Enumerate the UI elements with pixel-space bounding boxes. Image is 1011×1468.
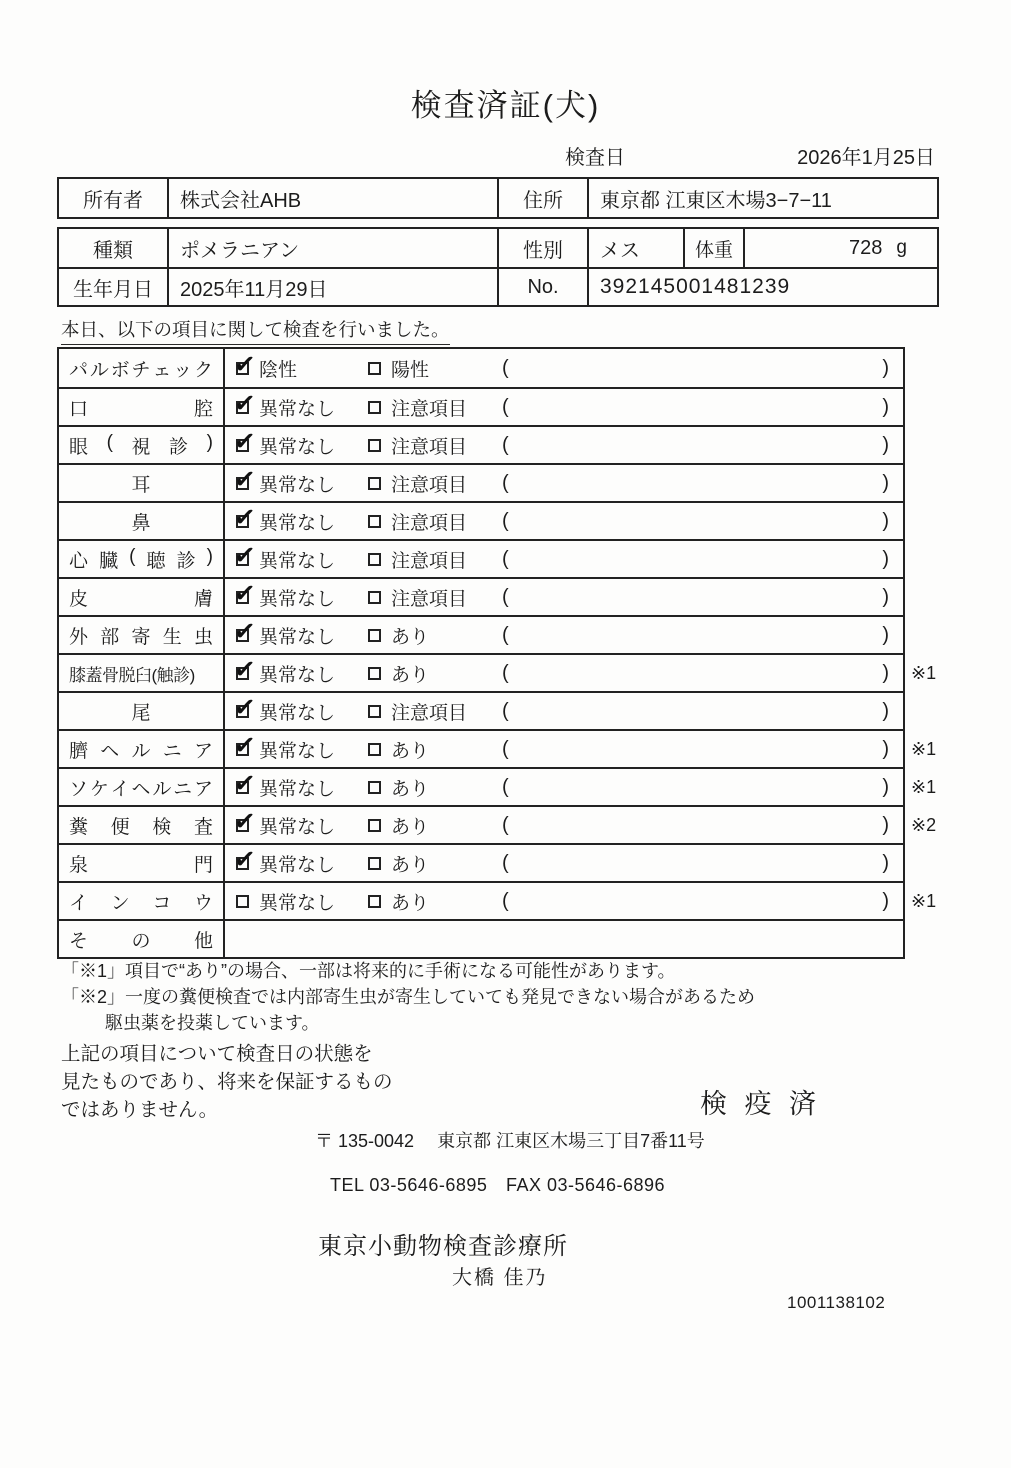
- sex-value-cell: メス: [587, 229, 683, 267]
- paren-close: ): [882, 623, 889, 646]
- inspection-row: [59, 652, 937, 691]
- checkbox-option-2: [367, 779, 384, 796]
- checkbox-box: [368, 515, 381, 528]
- sex-label-cell: 性別: [497, 229, 587, 267]
- option-2-label: 注意項目: [391, 512, 468, 534]
- checkmark-icon: ✓: [232, 424, 258, 457]
- checkbox-option-2: [367, 437, 384, 454]
- disclaimer-line-2: 見たものであり、将来を保証するもの: [61, 1071, 393, 1093]
- checkmark-icon: ✓: [232, 538, 258, 571]
- checkbox-option-1: [235, 893, 252, 910]
- footnote-2: 「※2」一度の糞便検査では内部寄生虫が寄生していても発見できない場合があるため: [61, 987, 756, 1007]
- checkbox-option-2: [367, 665, 384, 682]
- checkbox-option-1: [232, 614, 258, 647]
- paren-open: (: [502, 509, 509, 532]
- inspection-item-name: 皮 膚: [69, 588, 213, 610]
- checkbox-box: [368, 401, 381, 414]
- paren-close: ): [882, 433, 889, 456]
- inspection-row: [59, 804, 937, 843]
- breed-label-cell: 種類: [93, 239, 133, 262]
- option-2-label: あり: [391, 626, 430, 648]
- checkbox-box: [368, 705, 381, 718]
- checkbox-box: [368, 895, 381, 908]
- option-1-label: 異常なし: [259, 550, 336, 572]
- inspection-item-name-cell: [59, 845, 225, 881]
- checkbox-option-2: [367, 855, 384, 872]
- inspection-result-cell: [225, 842, 903, 881]
- option-2-label: 注意項目: [391, 588, 468, 610]
- paren-close: ): [882, 737, 889, 760]
- footnote-marker: ※1: [911, 776, 937, 797]
- result-option-2: [367, 503, 467, 539]
- inspection-result-cell: [225, 652, 903, 691]
- checkbox-option-2: [367, 741, 384, 758]
- result-option-1: [232, 538, 336, 577]
- paren-close: ): [882, 851, 889, 874]
- weight-value-cell: [743, 229, 937, 267]
- breed-value-cell: ポメラニアン: [167, 229, 497, 267]
- inspection-item-name: イ ン コ ウ: [69, 892, 213, 914]
- inspection-table: [57, 347, 937, 959]
- inspection-item-name-cell: [59, 807, 225, 843]
- inspection-row: [59, 501, 903, 539]
- checkmark-icon: ✓: [232, 728, 258, 761]
- inspection-item-name-cell: [59, 883, 225, 919]
- inspection-item-name: パ ル ボ チ ェ ッ ク: [69, 359, 213, 381]
- result-option-1: [232, 614, 336, 653]
- checkmark-icon: ✓: [232, 614, 258, 647]
- inspection-item-name: 眼 ( 視 診 ): [69, 431, 213, 458]
- checkmark-icon: ✓: [232, 576, 258, 609]
- checkbox-option-2: [367, 589, 384, 606]
- footnote-2-continued: 駆虫薬を投薬しています。: [105, 1013, 320, 1033]
- inspection-item-name-cell: [59, 731, 225, 767]
- checkbox-option-2: [367, 817, 384, 834]
- address-label-cell: 住所: [497, 179, 587, 217]
- number-label-cell: No.: [497, 269, 587, 305]
- inspection-result-cell: [225, 766, 903, 805]
- inspection-item-name-cell: [59, 617, 225, 653]
- checkmark-icon: ✓: [232, 462, 258, 495]
- option-1-label: 異常なし: [259, 816, 336, 838]
- paren-open: (: [502, 737, 509, 760]
- paren-close: ): [882, 356, 889, 379]
- inspection-item-name: そ の 他: [69, 930, 213, 952]
- inspection-row: [59, 387, 903, 425]
- paren-close: ): [882, 775, 889, 798]
- inspection-row: [59, 691, 903, 729]
- inspection-item-name-cell: [59, 693, 225, 729]
- intro-sentence: 本日、以下の項目に関して検査を行いました。: [61, 316, 450, 345]
- result-option-2: [367, 349, 429, 387]
- result-option-2: [367, 427, 467, 463]
- checkbox-option-1: [232, 804, 258, 837]
- checkbox-box: [368, 857, 381, 870]
- paren-open: (: [502, 356, 509, 379]
- inspection-row: [59, 539, 903, 577]
- checkbox-option-1: [232, 576, 258, 609]
- checkmark-icon: ✓: [232, 386, 258, 419]
- checkbox-option-2: [367, 399, 384, 416]
- option-1-label: 異常なし: [259, 892, 336, 914]
- inspection-result-cell: [225, 462, 903, 501]
- paren-close: ): [882, 889, 889, 912]
- checkbox-option-1: [232, 386, 258, 419]
- inspection-result-cell: [225, 728, 903, 767]
- checkmark-icon: ✓: [232, 766, 258, 799]
- veterinarian-name: 大橋 佳乃: [452, 1267, 548, 1289]
- result-option-2: [367, 579, 467, 615]
- pet-table: [57, 227, 939, 307]
- footnote-marker: ※1: [911, 890, 937, 911]
- inspection-row: [59, 766, 937, 805]
- checkmark-icon: ✓: [232, 842, 258, 875]
- inspection-item-name: 外 部 寄 生 虫: [69, 626, 213, 648]
- result-option-1: [232, 728, 336, 767]
- paren-open: (: [502, 395, 509, 418]
- paren-close: ): [882, 395, 889, 418]
- checkbox-box: [368, 553, 381, 566]
- option-1-label: 異常なし: [259, 778, 336, 800]
- result-option-1: [232, 424, 336, 463]
- option-2-label: 陽性: [391, 359, 430, 381]
- result-option-2: [367, 769, 429, 805]
- result-option-2: [367, 845, 429, 881]
- option-2-label: 注意項目: [391, 436, 468, 458]
- result-option-2: [367, 389, 467, 425]
- paren-open: (: [502, 585, 509, 608]
- inspection-item-name: 泉 門: [69, 854, 213, 876]
- owner-row: [59, 179, 937, 217]
- option-1-label: 異常なし: [259, 854, 336, 876]
- checkbox-box: [236, 895, 249, 908]
- checkbox-option-1: [232, 690, 258, 723]
- option-2-label: 注意項目: [391, 398, 468, 420]
- owner-label-cell: 所有者: [83, 189, 143, 212]
- result-option-2: [367, 465, 467, 501]
- inspection-item-name: 尾: [131, 702, 151, 724]
- result-option-1: [232, 386, 336, 425]
- address-value-cell: 東京都 江東区木場3−7−11: [587, 179, 937, 217]
- result-option-2: [367, 731, 429, 767]
- checkbox-option-2: [367, 475, 384, 492]
- result-option-1: [232, 500, 336, 539]
- inspection-item-name-cell: [59, 541, 225, 577]
- paren-open: (: [502, 547, 509, 570]
- option-1-label: 異常なし: [259, 664, 336, 686]
- checkbox-option-1: [232, 652, 258, 685]
- inspection-result-cell: [225, 424, 903, 463]
- result-option-2: [367, 807, 429, 843]
- paren-open: (: [502, 813, 509, 836]
- paren-open: (: [502, 699, 509, 722]
- option-2-label: 注意項目: [391, 702, 468, 724]
- option-1-label: 陰性: [259, 359, 298, 381]
- option-2-label: あり: [391, 854, 430, 876]
- checkbox-box: [368, 819, 381, 832]
- checkmark-icon: ✓: [232, 804, 258, 837]
- pet-row-1: [59, 229, 937, 267]
- checkmark-icon: ✓: [232, 690, 258, 723]
- checkmark-icon: ✓: [232, 500, 258, 533]
- document-serial-number: 1001138102: [787, 1293, 886, 1312]
- weight-unit: g: [896, 237, 907, 258]
- inspection-date-value: 2026年1月25日: [797, 147, 935, 169]
- inspection-item-name-cell: [59, 655, 225, 691]
- option-1-label: 異常なし: [259, 512, 336, 534]
- option-1-label: 異常なし: [259, 740, 336, 762]
- inspection-item-name-cell: [59, 921, 225, 957]
- checkbox-box: [368, 743, 381, 756]
- inspection-item-name-cell: [59, 349, 225, 387]
- option-1-label: 異常なし: [259, 436, 336, 458]
- option-1-label: 異常なし: [259, 626, 336, 648]
- result-option-1: [232, 652, 336, 691]
- inspection-item-name-cell: [59, 503, 225, 539]
- checkbox-option-1: [232, 424, 258, 457]
- result-option-2: [367, 541, 467, 577]
- inspection-result-cell: [225, 538, 903, 577]
- owner-value-cell: 株式会社AHB: [167, 179, 497, 217]
- paren-close: ): [882, 585, 889, 608]
- inspection-row: [59, 615, 903, 653]
- checkbox-box: [368, 781, 381, 794]
- paren-open: (: [502, 623, 509, 646]
- paren-open: (: [502, 775, 509, 798]
- weight-value: 728: [849, 236, 883, 259]
- inspection-item-name: 心 臓 ( 聴 診 ): [69, 545, 213, 572]
- inspection-item-name-cell: [59, 389, 225, 425]
- result-option-1: [232, 766, 336, 805]
- option-2-label: あり: [391, 892, 430, 914]
- checkbox-box: [368, 667, 381, 680]
- paren-open: (: [502, 471, 509, 494]
- inspection-result-cell: [225, 921, 903, 957]
- inspection-row: [59, 728, 937, 767]
- paren-open: (: [502, 433, 509, 456]
- footnote-1: 「※1」項目で“あり”の場合、一部は将来的に手術になる可能性があります。: [61, 961, 676, 981]
- clinic-postal-address: 〒 135-0042 東京都 江東区木場三丁目7番11号: [315, 1131, 705, 1151]
- birth-value-cell: 2025年11月29日: [167, 269, 497, 305]
- inspection-item-name: 口 腔: [69, 398, 213, 420]
- checkmark-icon: ✓: [232, 652, 258, 685]
- inspection-row: [59, 577, 903, 615]
- result-option-2: [367, 655, 429, 691]
- checkbox-box: [368, 362, 381, 375]
- result-option-2: [367, 883, 429, 919]
- document-title: 検査済証(犬): [410, 88, 601, 123]
- checkbox-option-2: [367, 513, 384, 530]
- footnotes-block: [61, 958, 755, 1036]
- owner-table: [57, 177, 939, 219]
- checkbox-option-2: [367, 703, 384, 720]
- clinic-name: 東京小動物検査診療所: [318, 1233, 568, 1260]
- inspection-result-cell: [225, 386, 903, 425]
- checkbox-box: [368, 439, 381, 452]
- option-2-label: あり: [391, 816, 430, 838]
- footnote-marker: ※1: [911, 662, 937, 683]
- checkbox-option-1: [232, 500, 258, 533]
- inspection-item-name-cell: [59, 579, 225, 615]
- inspection-row: [59, 881, 937, 919]
- inspection-row: [59, 349, 903, 387]
- option-1-label: 異常なし: [259, 474, 336, 496]
- result-option-1: [232, 842, 336, 881]
- checkbox-option-2: [367, 893, 384, 910]
- checkbox-option-2: [367, 627, 384, 644]
- disclaimer-line-3: ではありません。: [61, 1099, 219, 1121]
- disclaimer-line-1: 上記の項目について検査日の状態を: [61, 1043, 373, 1065]
- result-option-1: [232, 462, 336, 501]
- option-2-label: 注意項目: [391, 474, 468, 496]
- option-1-label: 異常なし: [259, 588, 336, 610]
- checkbox-option-1: [232, 842, 258, 875]
- quarantine-stamp: 検 疫 済: [700, 1089, 822, 1119]
- inspection-result-cell: [225, 804, 903, 843]
- paren-close: ): [882, 547, 889, 570]
- result-option-1: [232, 804, 336, 843]
- checkbox-option-1: [232, 538, 258, 571]
- option-2-label: あり: [391, 778, 430, 800]
- paren-open: (: [502, 889, 509, 912]
- inspection-date-label: 検査日: [565, 147, 625, 169]
- checkbox-box: [368, 629, 381, 642]
- checkbox-option-1: [232, 347, 258, 380]
- inspection-item-name: 耳: [131, 474, 151, 496]
- option-2-label: あり: [391, 740, 430, 762]
- footnote-marker: ※1: [911, 738, 937, 759]
- checkbox-option-1: [232, 462, 258, 495]
- checkbox-option-1: [232, 766, 258, 799]
- option-2-label: あり: [391, 664, 430, 686]
- inspection-result-cell: [225, 349, 903, 387]
- footnote-marker: ※2: [911, 814, 937, 835]
- option-1-label: 異常なし: [259, 398, 336, 420]
- inspection-result-cell: [225, 614, 903, 653]
- result-option-1: [232, 347, 298, 387]
- paren-close: ): [882, 813, 889, 836]
- option-2-label: 注意項目: [391, 550, 468, 572]
- paren-close: ): [882, 661, 889, 684]
- result-option-1: [232, 576, 336, 615]
- inspection-result-cell: [225, 883, 903, 919]
- number-value-cell: 392145001481239: [587, 269, 937, 305]
- pet-row-2: [59, 267, 937, 305]
- checkbox-option-2: [367, 360, 384, 377]
- checkbox-box: [368, 591, 381, 604]
- inspection-item-name: 糞 便 検 査: [69, 816, 213, 838]
- result-option-1: [235, 883, 335, 919]
- weight-label-cell: 体重: [683, 229, 743, 267]
- checkbox-option-1: [232, 728, 258, 761]
- checkbox-option-2: [367, 551, 384, 568]
- inspection-row: [59, 425, 903, 463]
- result-option-1: [232, 690, 336, 729]
- paren-close: ): [882, 471, 889, 494]
- option-1-label: 異常なし: [259, 702, 336, 724]
- inspection-item-name-cell: [59, 465, 225, 501]
- disclaimer-block: [61, 1040, 393, 1124]
- inspection-result-cell: [225, 500, 903, 539]
- result-option-2: [367, 693, 467, 729]
- inspection-item-name: 膝蓋骨脱臼(触診): [69, 665, 195, 685]
- paren-open: (: [502, 851, 509, 874]
- checkmark-icon: ✓: [232, 347, 258, 380]
- clinic-tel-fax: TEL 03-5646-6895 FAX 03-5646-6896: [330, 1175, 666, 1195]
- inspection-item-name-cell: [59, 427, 225, 463]
- paren-close: ): [882, 699, 889, 722]
- paren-open: (: [502, 661, 509, 684]
- inspection-item-name: 鼻: [131, 512, 151, 534]
- checkbox-box: [368, 477, 381, 490]
- inspection-row: [59, 919, 903, 957]
- result-option-2: [367, 617, 429, 653]
- paren-close: ): [882, 509, 889, 532]
- inspection-item-name-cell: [59, 769, 225, 805]
- birth-label-cell: 生年月日: [73, 278, 153, 301]
- inspection-row: [59, 463, 903, 501]
- inspection-item-name: ソ ケ イ ヘ ル ニ ア: [69, 778, 213, 800]
- inspection-result-cell: [225, 690, 903, 729]
- inspection-result-cell: [225, 576, 903, 615]
- inspection-item-name: 臍 ヘ ル ニ ア: [69, 740, 213, 762]
- inspection-row: [59, 843, 903, 881]
